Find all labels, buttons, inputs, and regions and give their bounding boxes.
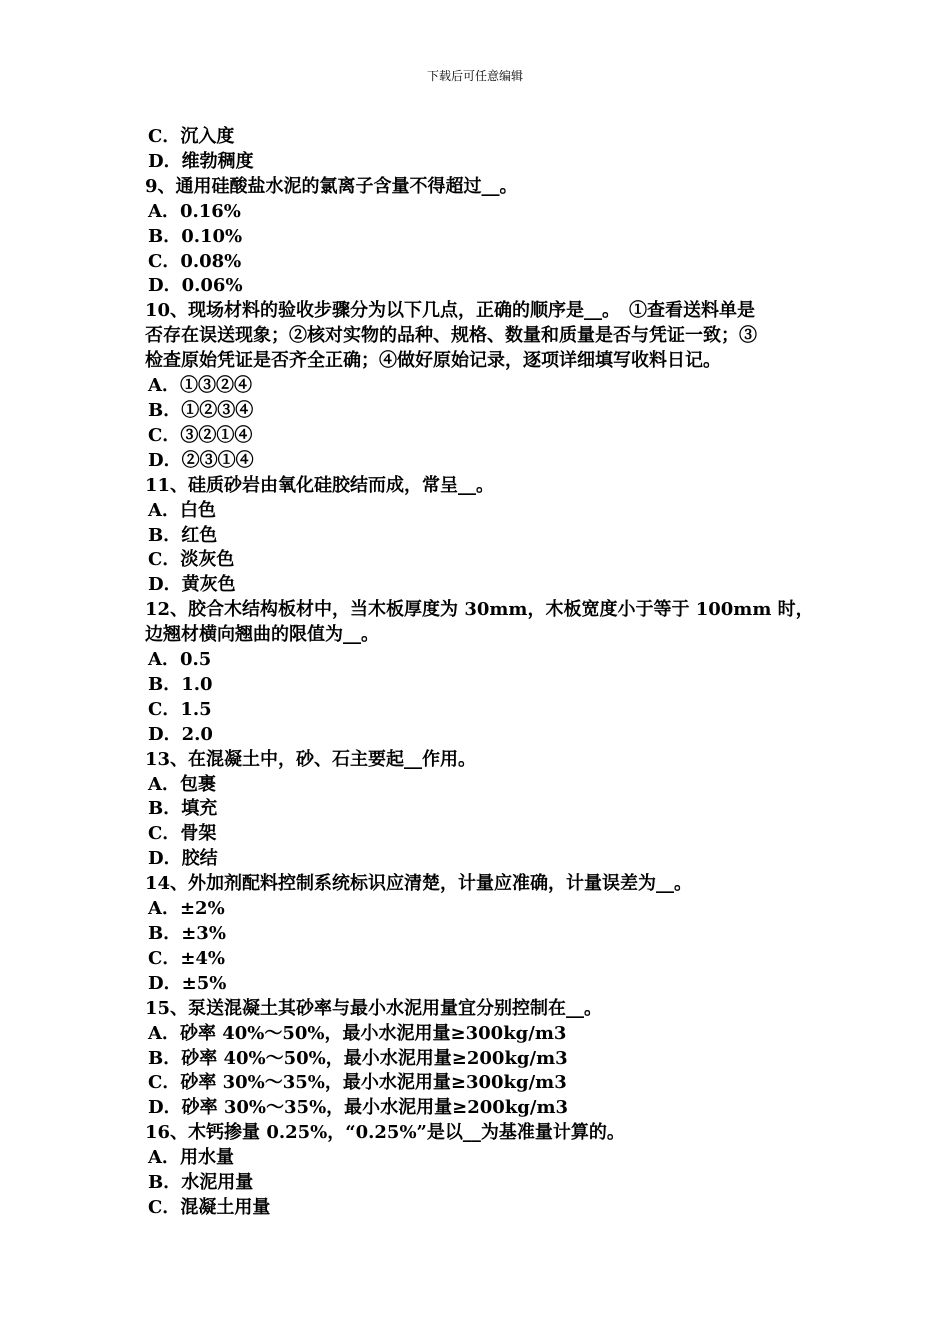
option-line: D．胶结 [148,848,218,870]
option-line: A．0.16% [148,200,241,222]
option-line: A．0.5 [148,649,212,671]
option-line: B．1.0 [148,673,213,695]
question-line: 10、现场材料的验收步骤分为以下几点，正确的顺序是__。 ①查看送料单是 [145,300,756,322]
question-line: 15、泵送混凝土其砂率与最小水泥用量宜分别控制在__。 [145,997,603,1019]
option-line: D．0.06% [148,275,243,297]
option-line: A．用水量 [148,1147,234,1169]
option-line: C．混凝土用量 [148,1196,271,1218]
question-line: 检查原始凭证是否齐全正确；④做好原始记录，逐项详细填写收料日记。 [145,350,721,372]
question-line: 9、通用硅酸盐水泥的氯离子含量不得超过__。 [145,175,518,197]
question-line: 11、硅质砂岩由氧化硅胶结而成，常呈__。 [145,474,495,496]
question-line: 否存在误送现象；②核对实物的品种、规格、数量和质量是否与凭证一致；③ [145,325,757,347]
option-line: D．黄灰色 [148,574,236,596]
option-line: D．2.0 [148,723,213,745]
option-line: D．砂率 30%～35%，最小水泥用量≥200kg/m3 [148,1097,569,1119]
option-line: C．淡灰色 [148,549,235,571]
option-line: B．红色 [148,524,218,546]
option-line: D．±5% [148,972,227,994]
option-line: C．沉入度 [148,126,235,147]
page-header: 下载后可任意编辑 [426,69,523,83]
option-line: C．1.5 [148,698,212,720]
question-line: 边翘材横向翘曲的限值为__。 [145,624,379,646]
option-line: A．±2% [148,898,225,920]
option-line: B．填充 [148,798,218,820]
option-line: C．骨架 [148,823,217,845]
option-line: C．0.08% [148,250,242,272]
option-line: D．②③①④ [148,449,254,471]
option-line: A．包裹 [148,773,216,795]
question-list [145,125,815,1221]
question-line: 12、胶合木结构板材中，当木板厚度为 30mm，木板宽度小于等于 100mm 时， [145,599,814,621]
option-line: B．水泥用量 [148,1172,254,1194]
option-line: C．±4% [148,947,226,969]
question-line: 16、木钙掺量 0.25%，“0.25%”是以__为基准量计算的。 [145,1122,625,1144]
question-line: 14、外加剂配料控制系统标识应清楚，计量应准确，计量误差为__。 [145,873,693,895]
option-line: B．砂率 40%～50%，最小水泥用量≥200kg/m3 [148,1047,568,1069]
question-line: 13、在混凝土中，砂、石主要起__作用。 [145,748,477,770]
option-line: A．①③②④ [148,375,252,397]
option-line: B．±3% [148,923,226,944]
option-line: A．砂率 40%～50%，最小水泥用量≥300kg/m3 [148,1022,567,1044]
option-line: A．白色 [148,499,216,521]
option-line: B．0.10% [148,225,243,247]
option-line: B．①②③④ [148,399,254,421]
option-line: C．③②①④ [148,424,253,446]
option-line: C．砂率 30%～35%，最小水泥用量≥300kg/m3 [148,1072,567,1094]
option-line: D．维勃稠度 [148,150,254,172]
